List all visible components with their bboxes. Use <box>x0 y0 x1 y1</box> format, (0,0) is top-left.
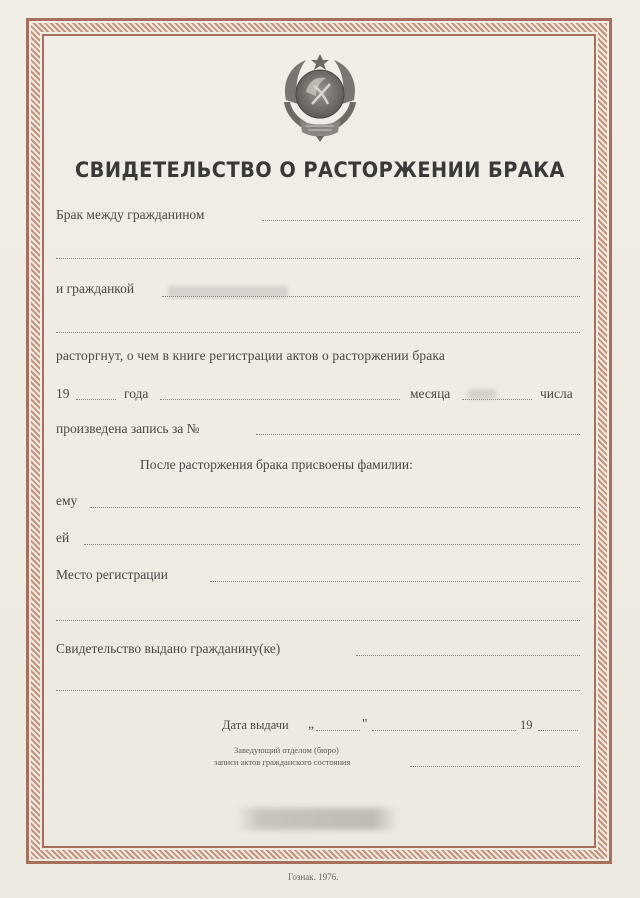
field-husband-name[interactable] <box>262 220 580 221</box>
redacted-month <box>468 389 496 399</box>
field-issued-to-cont[interactable] <box>56 690 580 691</box>
label-head-of-office-1: Заведующий отделом (бюро) <box>234 745 339 755</box>
label-issue-date: Дата выдачи <box>222 718 289 732</box>
field-issued-to[interactable] <box>356 655 580 656</box>
field-his-surname[interactable] <box>90 507 580 508</box>
field-signature[interactable] <box>410 766 580 767</box>
field-place-of-registration[interactable] <box>210 581 580 582</box>
label-day: числа <box>540 386 573 401</box>
label-to-her: ей <box>56 530 70 545</box>
redacted-serial-number <box>236 808 398 830</box>
field-year[interactable] <box>76 399 116 400</box>
label-record-made: произведена запись за № <box>56 421 200 436</box>
label-issued-to: Свидетельство выдано гражданину(ке) <box>56 641 281 656</box>
label-to-him: ему <box>56 493 78 508</box>
field-record-number[interactable] <box>256 434 580 435</box>
document-title: СВИДЕТЕЛЬСТВО О РАСТОРЖЕНИИ БРАКА <box>75 158 565 182</box>
field-husband-name-cont[interactable] <box>56 258 580 259</box>
label-dissolved-text: расторгнут, о чем в книге регистрации актов о расторжении брака <box>56 348 446 363</box>
label-marriage-between: Брак между гражданином <box>56 207 205 222</box>
quote-close: " <box>362 716 368 731</box>
printer-imprint: Гознак. 1976. <box>288 872 339 882</box>
field-issue-day[interactable] <box>316 730 360 731</box>
field-day-words[interactable] <box>160 399 400 400</box>
label-head-of-office-2: записи актов гражданского состояния <box>214 757 351 767</box>
field-month[interactable] <box>462 399 532 400</box>
field-wife-name[interactable] <box>162 296 580 297</box>
quote-open: „ <box>308 716 314 731</box>
field-her-surname[interactable] <box>84 544 580 545</box>
field-issue-year[interactable] <box>538 730 578 731</box>
border-inner <box>42 34 596 848</box>
label-issue-year-prefix: 19 <box>520 718 533 732</box>
label-surnames-heading: После расторжения брака присвоены фамилии: <box>140 457 413 472</box>
label-year-prefix: 19 <box>56 386 70 401</box>
field-place-of-registration-cont[interactable] <box>56 620 580 621</box>
label-year: года <box>124 386 149 401</box>
label-place-of-registration: Место регистрации <box>56 567 168 582</box>
field-issue-month[interactable] <box>372 730 516 731</box>
label-and-citizen-female: и гражданкой <box>56 281 135 296</box>
ussr-coat-of-arms-icon <box>276 52 364 144</box>
field-wife-name-cont[interactable] <box>56 332 580 333</box>
label-month: месяца <box>410 386 451 401</box>
